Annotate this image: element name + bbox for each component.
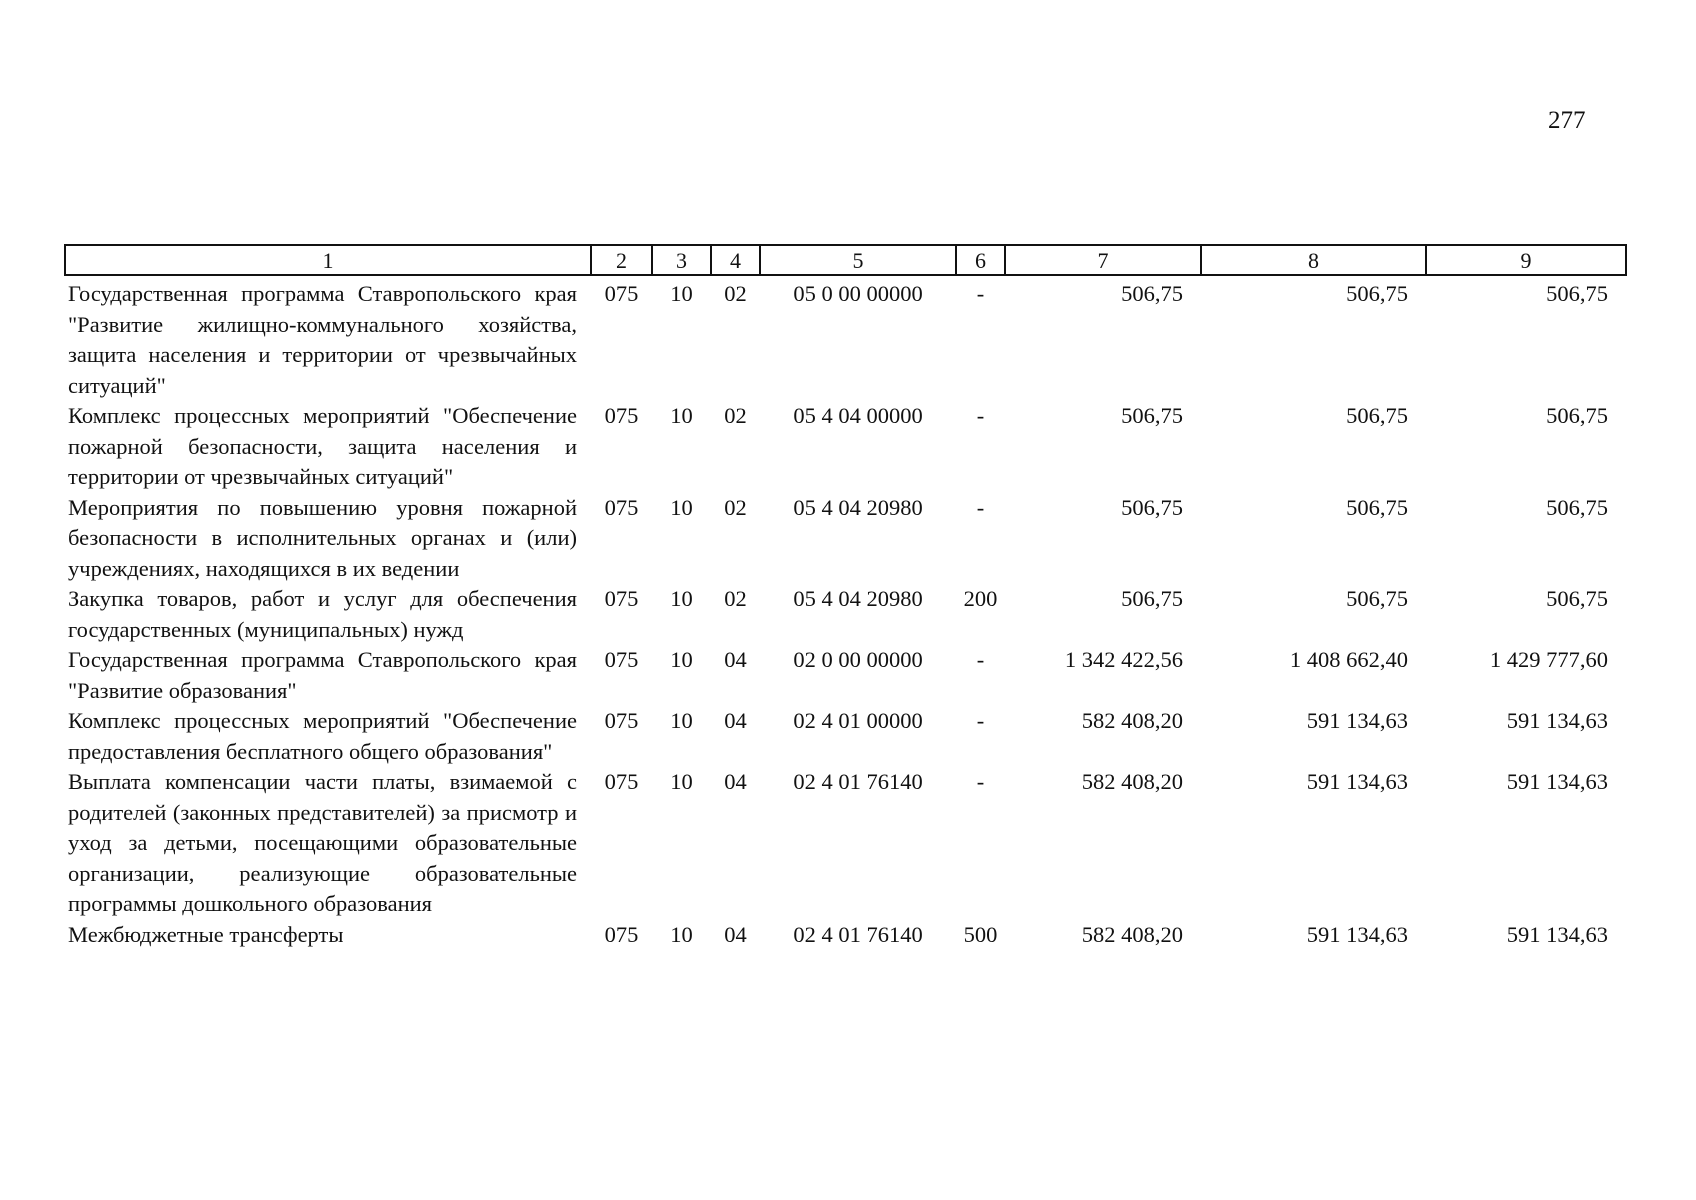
cell-col-8: 506,75 [1346, 494, 1408, 520]
table-row [65, 767, 1626, 920]
row-name: Комплекс процессных мероприятий "Обеспечение пожарной безопасности, защита населения и территории от чрезвычайных ситуаций" [68, 403, 577, 489]
cell-col-2: 075 [604, 769, 639, 794]
column-header-4: 4 [711, 245, 760, 275]
table-row [65, 706, 1626, 767]
cell-col-9: 591 134,63 [1506, 921, 1608, 947]
cell-col-2: 075 [604, 586, 639, 611]
row-name: Комплекс процессных мероприятий "Обеспечение предоставления бесплатного общего образования" [68, 708, 577, 764]
cell-col-3: 10 [670, 586, 693, 611]
cell-col-3: 10 [670, 921, 693, 947]
cell-col-6: - [976, 647, 985, 672]
cell-col-7: 582 408,20 [1081, 921, 1183, 947]
cell-col-2: 075 [604, 403, 639, 428]
cell-col-4: 02 [724, 494, 747, 520]
cell-col-6: - [976, 708, 985, 733]
table-header-row [65, 245, 1626, 275]
cell-col-5: 05 4 04 20980 [793, 494, 923, 520]
cell-col-7: 582 408,20 [1081, 708, 1183, 733]
cell-col-6: 200 [963, 586, 998, 611]
cell-col-3: 10 [670, 647, 693, 672]
cell-col-5: 05 4 04 20980 [793, 586, 923, 611]
cell-col-9: 591 134,63 [1506, 769, 1608, 794]
cell-col-5: 02 0 00 00000 [793, 647, 923, 672]
cell-col-2: 075 [604, 281, 639, 306]
row-name: Выплата компенсации части платы, взимаемой с родителей (законных представителей) за присмотр и уход за детьми, посещающими образовательные организации, реализующие образовательные программы дошкольного образования [68, 769, 577, 916]
cell-col-3: 10 [670, 403, 693, 428]
cell-col-4: 04 [724, 769, 747, 794]
table-row [65, 645, 1626, 706]
cell-col-9: 506,75 [1546, 281, 1608, 306]
table-row [65, 401, 1626, 493]
budget-table [64, 244, 1627, 950]
column-header-6: 6 [956, 245, 1005, 275]
cell-col-4: 02 [724, 281, 747, 306]
cell-col-4: 02 [724, 586, 747, 611]
cell-col-8: 1 408 662,40 [1289, 647, 1408, 672]
cell-col-7: 506,75 [1121, 586, 1183, 611]
page-number: 277 [1548, 107, 1586, 134]
cell-col-9: 506,75 [1546, 494, 1608, 520]
cell-col-6: - [976, 403, 985, 428]
cell-col-3: 10 [670, 281, 693, 306]
cell-col-5: 05 0 00 00000 [793, 281, 923, 306]
table-row [65, 493, 1626, 585]
cell-col-2: 075 [604, 708, 639, 733]
row-name: Государственная программа Ставропольского края "Развитие образования" [68, 647, 577, 703]
column-header-2: 2 [591, 245, 652, 275]
cell-col-8: 506,75 [1346, 586, 1408, 611]
cell-col-7: 582 408,20 [1081, 769, 1183, 794]
cell-col-2: 075 [604, 494, 639, 520]
cell-col-4: 02 [724, 403, 747, 428]
cell-col-9: 506,75 [1546, 586, 1608, 611]
column-header-7: 7 [1005, 245, 1201, 275]
cell-col-7: 506,75 [1121, 494, 1183, 520]
cell-col-6: - [976, 281, 985, 306]
cell-col-4: 04 [724, 708, 747, 733]
cell-col-4: 04 [724, 921, 747, 947]
cell-col-4: 04 [724, 647, 747, 672]
cell-col-5: 02 4 01 00000 [793, 708, 923, 733]
table-row [65, 275, 1626, 401]
column-header-3: 3 [652, 245, 711, 275]
row-name: Закупка товаров, работ и услуг для обеспечения государственных (муниципальных) нужд [68, 586, 577, 642]
cell-col-8: 591 134,63 [1306, 769, 1408, 794]
cell-col-9: 591 134,63 [1506, 708, 1608, 733]
cell-col-6: - [976, 494, 985, 520]
column-header-1: 1 [65, 245, 591, 275]
cell-col-3: 10 [670, 769, 693, 794]
cell-col-8: 506,75 [1346, 281, 1408, 306]
cell-col-5: 02 4 01 76140 [793, 921, 923, 947]
column-header-8: 8 [1201, 245, 1426, 275]
table-row [65, 920, 1626, 951]
row-name: Мероприятия по повышению уровня пожарной безопасности в исполнительных органах и (или) учреждениях, находящихся в их ведении [68, 494, 577, 581]
cell-col-2: 075 [604, 647, 639, 672]
row-name: Государственная программа Ставропольского края "Развитие жилищно-коммунального хозяйства, защита населения и территории от чрезвычайных ситуаций" [68, 281, 577, 398]
table-row [65, 584, 1626, 645]
cell-col-5: 02 4 01 76140 [793, 769, 923, 794]
cell-col-5: 05 4 04 00000 [793, 403, 923, 428]
column-header-5: 5 [760, 245, 956, 275]
cell-col-9: 1 429 777,60 [1489, 647, 1608, 672]
cell-col-3: 10 [670, 494, 693, 520]
row-name: Межбюджетные трансферты [68, 921, 344, 947]
cell-col-6: 500 [963, 921, 998, 947]
cell-col-7: 506,75 [1121, 281, 1183, 306]
cell-col-8: 506,75 [1346, 403, 1408, 428]
cell-col-7: 1 342 422,56 [1064, 647, 1183, 672]
cell-col-6: - [976, 769, 985, 794]
cell-col-2: 075 [604, 921, 639, 947]
cell-col-8: 591 134,63 [1306, 708, 1408, 733]
column-header-9: 9 [1426, 245, 1626, 275]
cell-col-7: 506,75 [1121, 403, 1183, 428]
cell-col-9: 506,75 [1546, 403, 1608, 428]
cell-col-8: 591 134,63 [1306, 921, 1408, 947]
cell-col-3: 10 [670, 708, 693, 733]
